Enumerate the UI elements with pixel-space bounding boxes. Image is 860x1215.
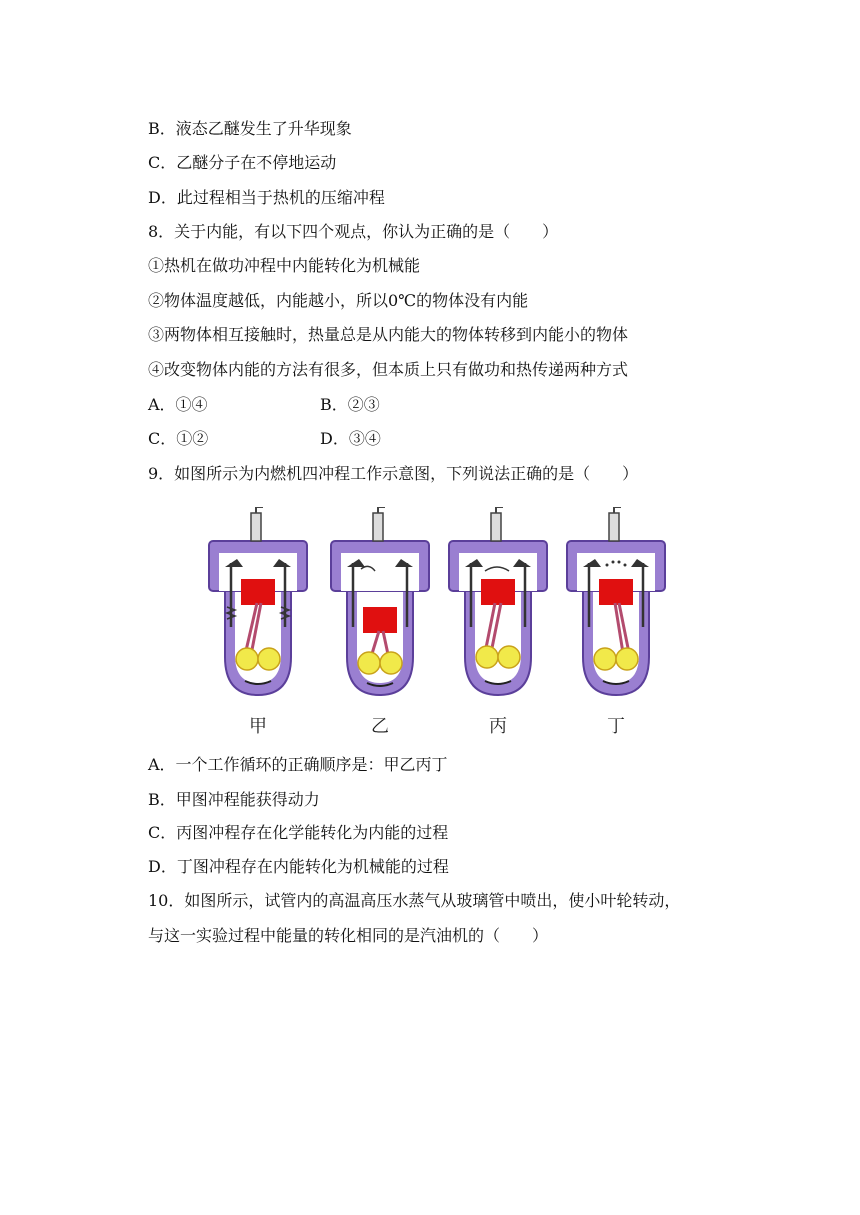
q8-option-b[interactable]: B．②③ (320, 395, 380, 414)
engine-diagram-bing (445, 507, 551, 699)
q8-option-row-1 (148, 394, 548, 416)
question-10-line-2: 与这一实验过程中能量的转化相同的是汽油机的（ ） (148, 926, 549, 945)
engine-diagram-yi (327, 507, 433, 699)
q8-option-row-2 (148, 428, 548, 450)
question-10-line-1: 10．如图所示，试管内的高温高压水蒸气从玻璃管中喷出，使小叶轮转动， (148, 891, 681, 910)
q9-option-c[interactable]: C．丙图冲程存在化学能转化为内能的过程 (148, 823, 449, 842)
option-d-prev: D．此过程相当于热机的压缩冲程 (148, 188, 385, 207)
statement-1: ①热机在做功冲程中内能转化为机械能 (148, 256, 421, 275)
statement-4: ④改变物体内能的方法有很多，但本质上只有做功和热传递两种方式 (148, 360, 629, 379)
q9-option-b[interactable]: B．甲图冲程能获得动力 (148, 790, 320, 809)
caption-yi: 乙 (371, 716, 389, 737)
option-b-prev: B．液态乙醚发生了升华现象 (148, 119, 352, 138)
q8-option-c[interactable]: C．①② (148, 429, 209, 448)
option-c-prev: C．乙醚分子在不停地运动 (148, 153, 337, 172)
statement-2: ②物体温度越低，内能越小，所以0℃的物体没有内能 (148, 291, 529, 310)
q8-option-a[interactable]: A．①④ (148, 395, 208, 414)
q9-option-d[interactable]: D．丁图冲程存在内能转化为机械能的过程 (148, 857, 449, 876)
question-8: 8．关于内能，有以下四个观点，你认为正确的是（ ） (148, 222, 559, 241)
q9-option-a[interactable]: A．一个工作循环的正确顺序是：甲乙丙丁 (148, 755, 448, 774)
caption-ding: 丁 (607, 716, 625, 737)
q8-option-d[interactable]: D．③④ (320, 429, 381, 448)
statement-3: ③两物体相互接触时，热量总是从内能大的物体转移到内能小的物体 (148, 325, 629, 344)
four-stroke-engine-figure (205, 507, 675, 742)
engine-diagram-ding (563, 507, 669, 699)
caption-bing: 丙 (489, 716, 507, 737)
question-9: 9．如图所示为内燃机四冲程工作示意图，下列说法正确的是（ ） (148, 464, 639, 483)
engine-diagram-jia (205, 507, 311, 699)
caption-jia: 甲 (249, 716, 267, 737)
